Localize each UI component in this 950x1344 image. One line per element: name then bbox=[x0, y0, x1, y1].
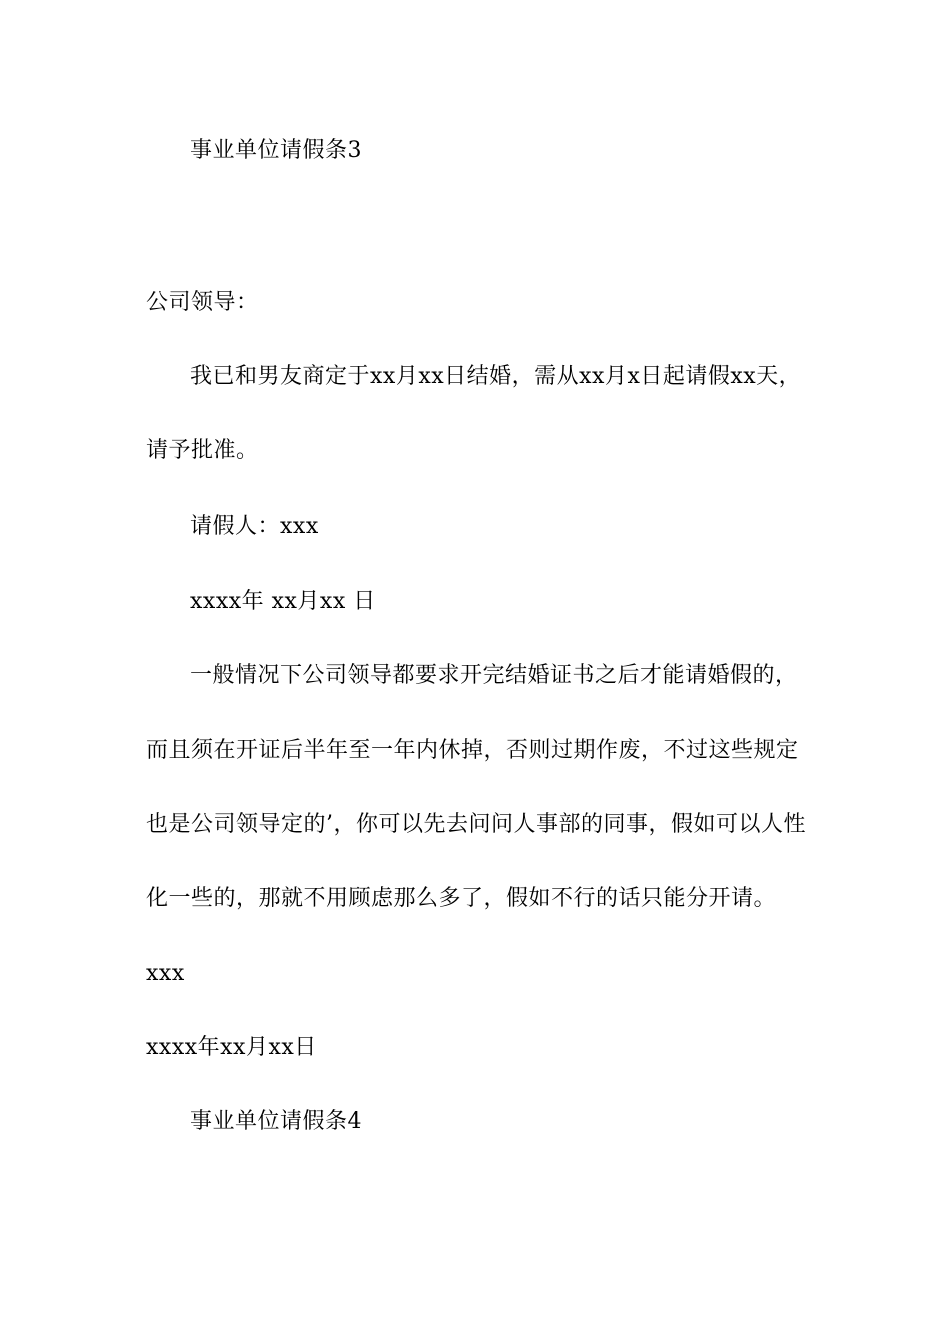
advice-paragraph-line-1: 一般情况下公司领导都要求开完结婚证书之后才能请婚假的， bbox=[190, 663, 798, 688]
advice-paragraph-line-4: 化一些的，那就不用顾虑那么多了，假如不行的话只能分开请。 bbox=[146, 886, 777, 911]
signer-line: 请假人：xxx bbox=[190, 514, 319, 539]
salutation: 公司领导： bbox=[146, 290, 259, 315]
section-heading-3: 事业单位请假条3 bbox=[190, 138, 362, 163]
date-line: xxxx年 xx月xx 日 bbox=[190, 589, 376, 614]
request-paragraph-line-2: 请予批准。 bbox=[146, 438, 259, 463]
request-paragraph-line-1: 我已和男友商定于xx月xx日结婚，需从xx月x日起请假xx天， bbox=[190, 364, 802, 389]
signer-2: xxx bbox=[146, 961, 185, 986]
advice-paragraph-line-3: 也是公司领导定的’，你可以先去问问人事部的同事，假如可以人性 bbox=[146, 812, 806, 837]
section-heading-4: 事业单位请假条4 bbox=[190, 1109, 362, 1134]
advice-paragraph-line-2: 而且须在开证后半年至一年内休掉，否则过期作废，不过这些规定 bbox=[146, 738, 799, 763]
date-2: xxxx年xx月xx日 bbox=[146, 1035, 317, 1060]
